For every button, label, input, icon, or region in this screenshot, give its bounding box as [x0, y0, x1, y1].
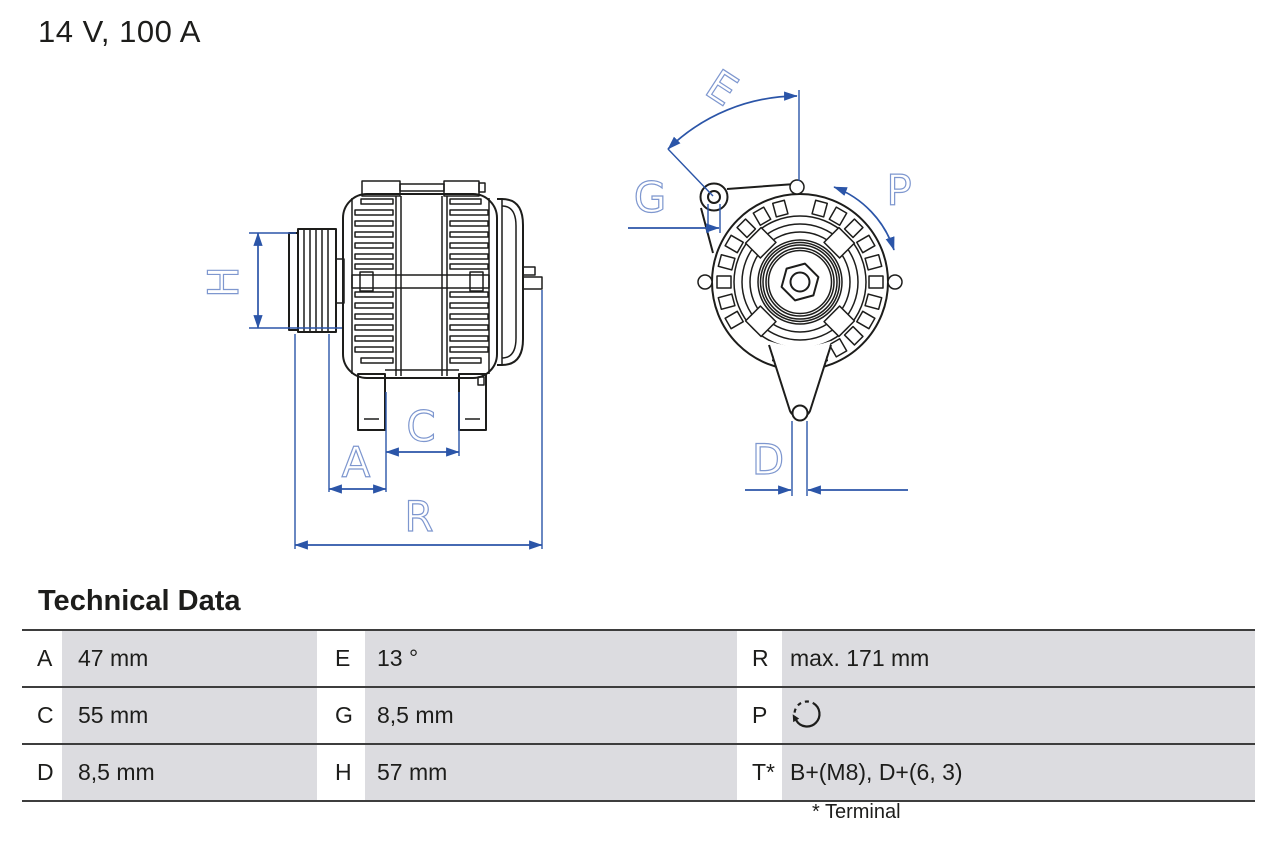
table-cell-t-key: T*: [752, 759, 775, 785]
table-cell-d-key: D: [37, 759, 54, 785]
front-view-drawing: [698, 180, 902, 421]
table-cell-p-value: [782, 688, 1255, 743]
table-cell-h-key: H: [335, 759, 352, 785]
dim-label-h: H: [199, 266, 248, 298]
stator-pads: [746, 228, 855, 337]
technical-data-table: [22, 629, 1255, 802]
table-row: [22, 629, 1255, 686]
table-cell-r-value: max. 171 mm: [782, 631, 1255, 686]
technical-data-heading: Technical Data: [38, 585, 241, 617]
table-row: [22, 686, 1255, 743]
table-cell-a-key: A: [37, 645, 53, 671]
table-cell-g-key: G: [335, 702, 353, 728]
dim-label-c: C: [406, 402, 436, 451]
table-cell-d-value: 8,5 mm: [62, 745, 317, 800]
table-cell-h-value: 57 mm: [365, 745, 737, 800]
dim-label-p: P: [886, 166, 912, 215]
table-cell-t-value: B+(M8), D+(6, 3): [782, 745, 1255, 800]
table-cell-e-key: E: [335, 645, 351, 671]
dim-label-d: D: [751, 435, 785, 484]
rotation-direction-icon: [790, 696, 826, 736]
table-cell-e-value: 13 °: [365, 631, 737, 686]
product-title: 14 V, 100 A: [38, 14, 201, 49]
table-cell-p-key: P: [752, 702, 768, 728]
table-row: [22, 743, 1255, 800]
table-cell-c-key: C: [37, 702, 54, 728]
table-cell-c-value: 55 mm: [62, 688, 317, 743]
dim-label-e: E: [697, 60, 747, 116]
table-cell-g-value: 8,5 mm: [365, 688, 737, 743]
side-view-drawing: [289, 181, 542, 430]
table-cell-r-key: R: [752, 645, 769, 671]
table-cell-a-value: 47 mm: [62, 631, 317, 686]
dim-label-a: A: [341, 438, 371, 487]
dim-label-r: R: [404, 492, 434, 541]
terminal-footnote: * Terminal: [812, 801, 901, 823]
dimension-annotations: [199, 60, 912, 549]
dim-label-g: G: [633, 173, 667, 222]
